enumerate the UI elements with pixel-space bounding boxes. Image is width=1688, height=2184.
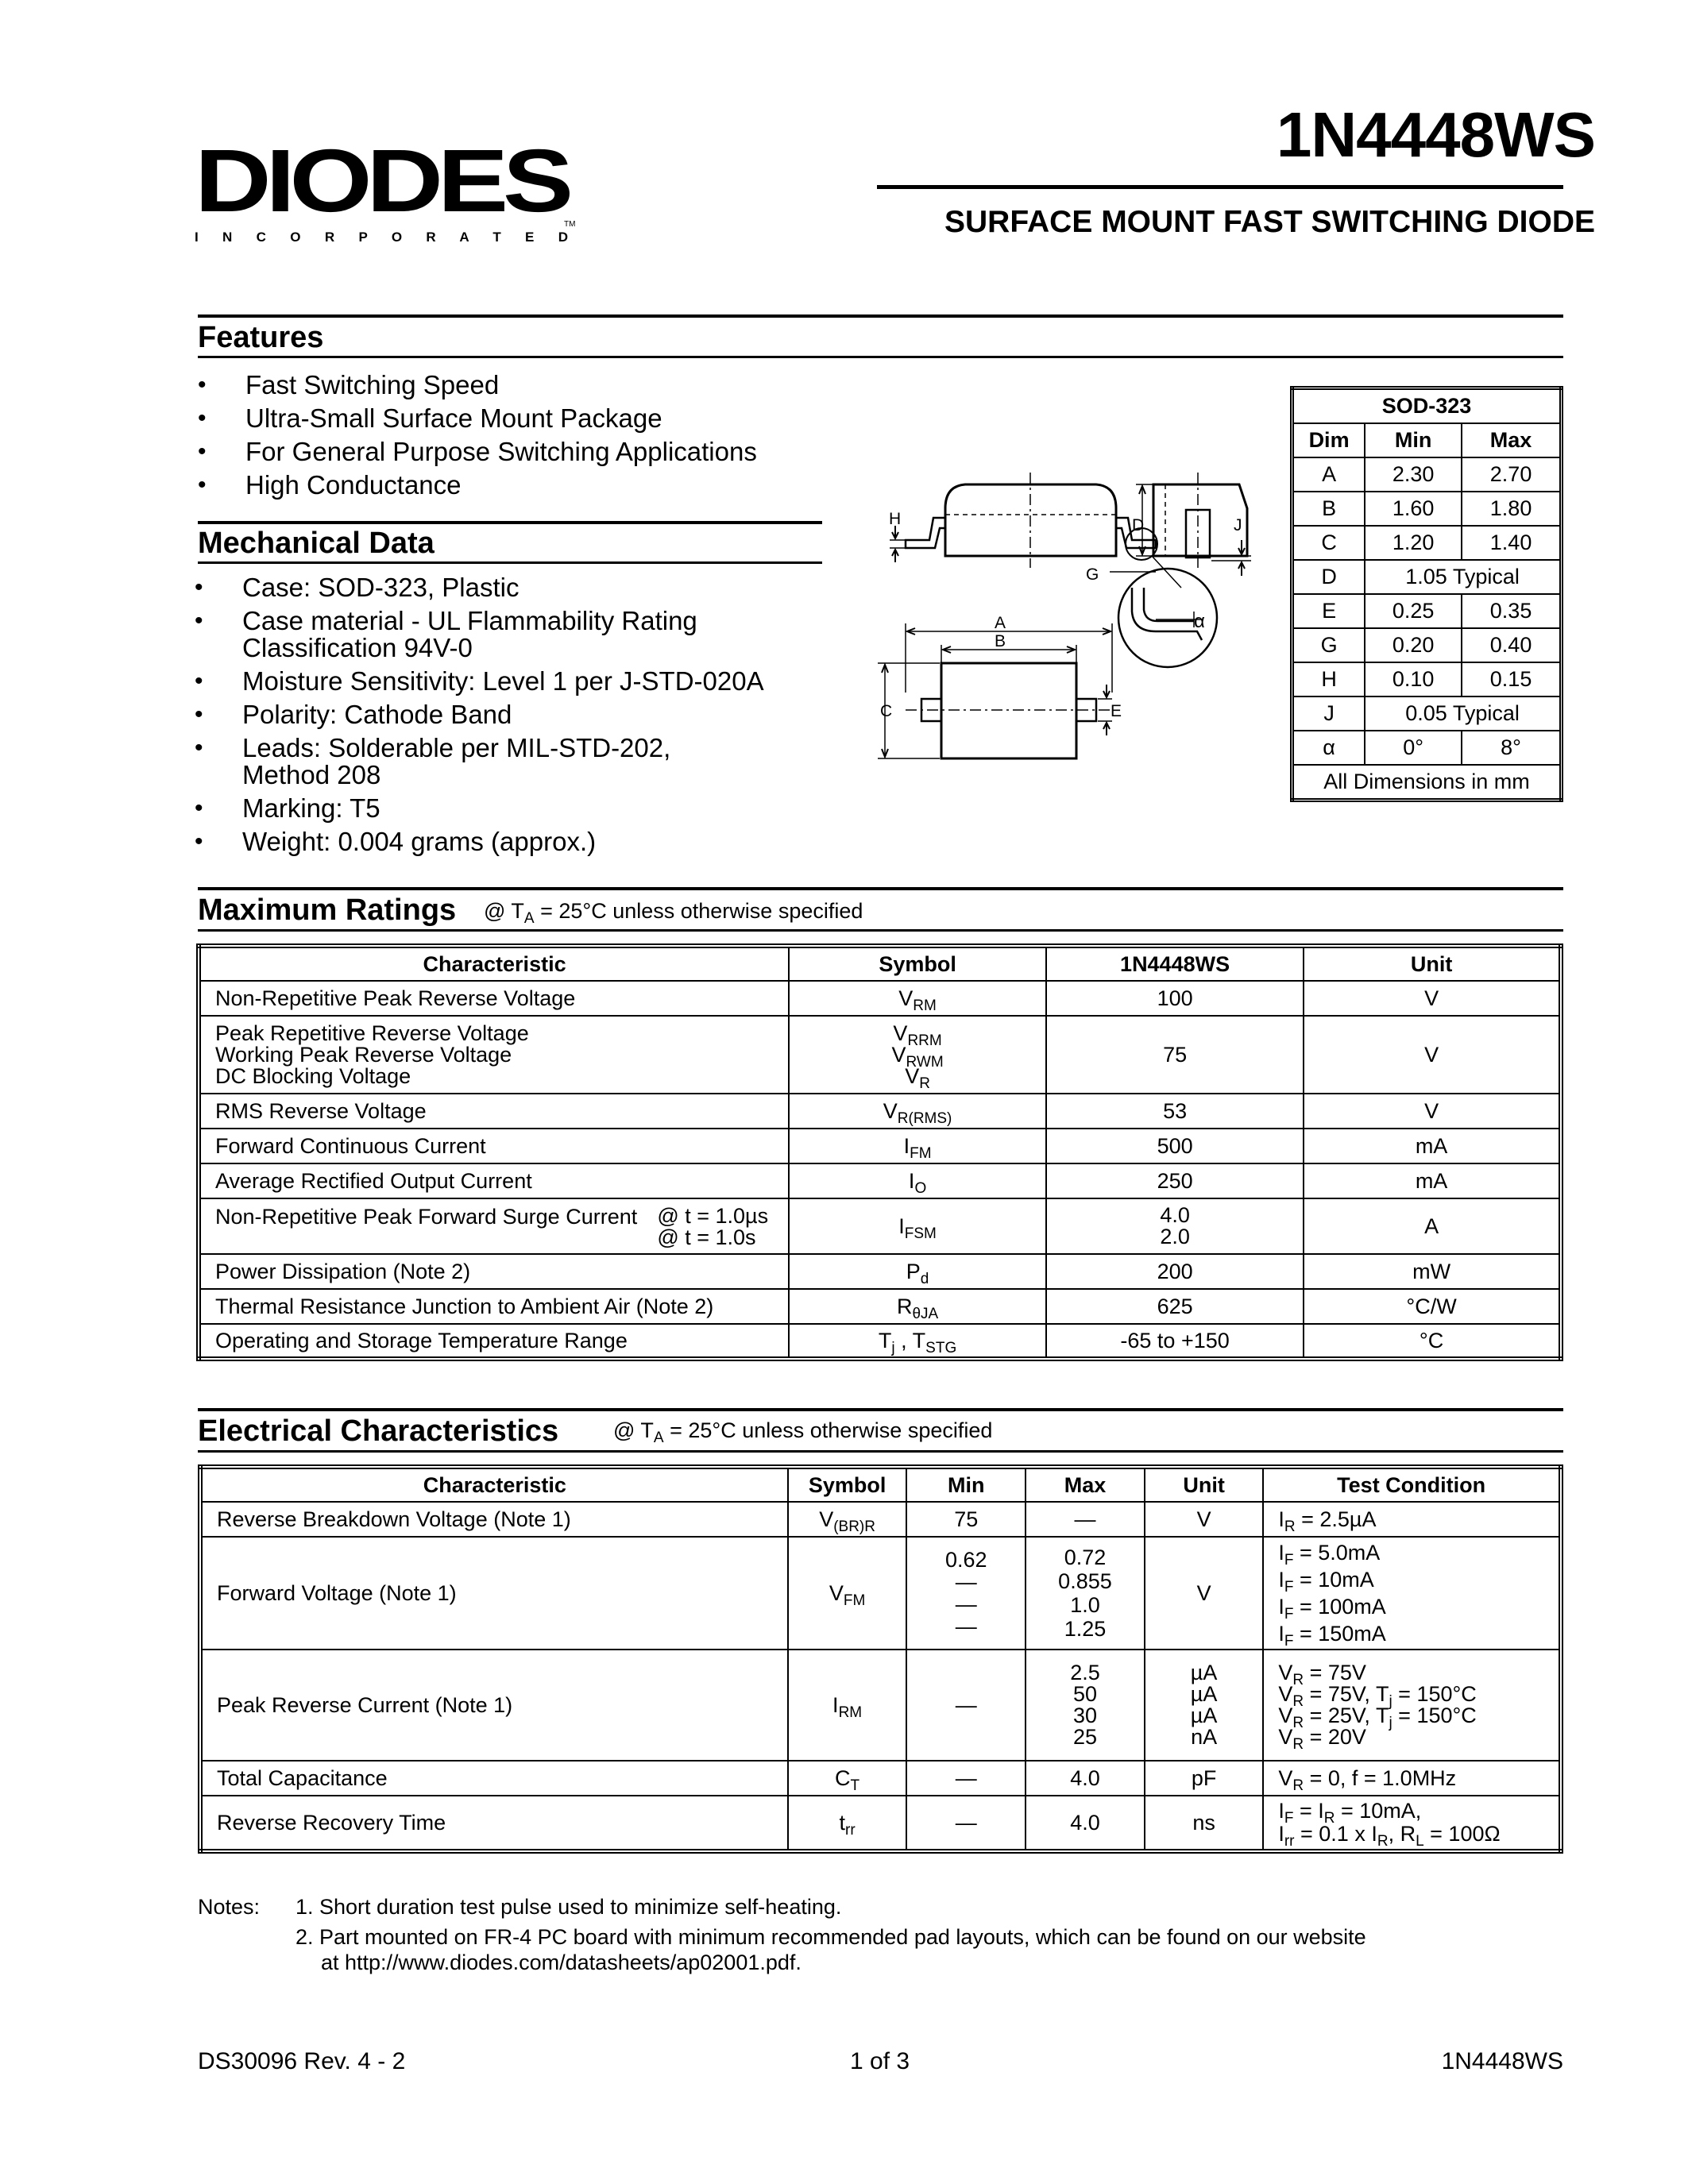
table-row: Forward Voltage (Note 1) $V_{FM}$ 0.62 — — — 0.72 0.855 1.0 1.25 V $I_F = 5.0mA$ $I_F = 10mA$ $I_F = 100mA$ $I_F = 150mA$: [200, 1537, 1561, 1650]
sod323-footer: All Dimensions in mm: [1292, 765, 1562, 801]
table-row: RMS Reverse Voltage $V_{R(RMS)}$ 53 V: [199, 1094, 1561, 1129]
ratings-top-rule: [198, 887, 1563, 890]
mechanical-item: • Marking: T5: [195, 795, 764, 822]
diodes-logo: [195, 141, 576, 253]
mechanical-item: • Weight: 0.004 grams (approx.): [195, 828, 764, 855]
dim-label-j: J: [1234, 516, 1242, 534]
logo-tm: TM: [564, 220, 576, 229]
sod323-dimension-table: [1290, 386, 1563, 802]
part-number-title: 1N4448WS: [1276, 99, 1595, 170]
side-view-left-lead: [906, 518, 945, 548]
logo-wordmark: DIODES: [195, 141, 570, 230]
table-row: Operating and Storage Temperature Range $T_j$ , $T_{STG}$ -65 to +150 °C: [199, 1324, 1561, 1359]
dim-label-e: E: [1111, 702, 1122, 720]
elec-header-symbol: Symbol: [788, 1467, 907, 1502]
ratings-header-symbol: Symbol: [789, 946, 1046, 981]
detail-lead-profile: [1132, 588, 1202, 640]
mechanical-item: • Case material - UL Flammability Rating Classification 94V-0: [195, 608, 764, 662]
table-row: D 1.05 Typical: [1292, 560, 1562, 594]
mechanical-item: • Leads: Solderable per MIL-STD-202, Method 208: [195, 735, 764, 789]
sod323-package-drawing: [870, 469, 1251, 786]
table-row: Reverse Recovery Time $t_{rr}$ — 4.0 ns $I_F = I_R = 10mA$, $I_{rr} = 0.1$ x $I_R$, $R_L = 100\Omega$: [200, 1796, 1561, 1851]
ratings-header-value: 1N4448WS: [1046, 946, 1304, 981]
detail-leader: [1152, 556, 1181, 588]
table-row: H 0.10 0.15: [1292, 662, 1562, 696]
ratings-header-characteristic: Characteristic: [199, 946, 789, 981]
dim-label-g: G: [1086, 565, 1099, 584]
mechanical-heading: Mechanical Data: [198, 527, 435, 560]
table-row: Total Capacitance $C_T$ — 4.0 pF $V_R = 0$, f = 1.0MHz: [200, 1761, 1561, 1796]
ratings-bottom-rule: [198, 929, 1563, 932]
dim-label-b: B: [995, 632, 1006, 650]
notes-list: [295, 1894, 1487, 1975]
table-row: Non-Repetitive Peak Forward Surge Current @ t = 1.0µs @ t = 1.0s $I_{FSM}$ 4.0 2.0 A: [199, 1198, 1561, 1254]
elec-condition: @ $T_A = 25^\circ C$ unless otherwise specified: [613, 1418, 993, 1446]
dim-label-a: A: [995, 614, 1006, 632]
max-ratings-heading: Maximum Ratings: [198, 893, 457, 927]
sod323-title: SOD-323: [1292, 388, 1562, 424]
table-row: α 0° 8°: [1292, 731, 1562, 765]
feature-item: • Fast Switching Speed: [198, 369, 757, 402]
sod323-header-min: Min: [1365, 423, 1462, 457]
dim-label-c: C: [880, 702, 893, 720]
mechanical-bottom-rule: [198, 561, 822, 564]
dim-label-h: H: [889, 510, 902, 528]
mechanical-item: • Polarity: Cathode Band: [195, 701, 764, 728]
table-row: A 2.30 2.70: [1292, 457, 1562, 492]
features-heading: Features: [198, 321, 324, 354]
table-row: C 1.20 1.40: [1292, 526, 1562, 560]
table-row: Power Dissipation (Note 2) $P_d$ 200 mW: [199, 1254, 1561, 1289]
table-row: B 1.60 1.80: [1292, 492, 1562, 526]
footer-doc-number: DS30096 Rev. 4 - 2: [198, 2048, 406, 2074]
elec-header-max: Max: [1026, 1467, 1145, 1502]
dim-label-alpha: α: [1194, 611, 1205, 632]
table-row: Reverse Breakdown Voltage (Note 1) $V_{(BR)R}$ 75 — V $I_R = 2.5\mu A$: [200, 1502, 1561, 1537]
logo-incorporated: I N C O R P O R A T E D: [195, 230, 568, 245]
diodes-logo-graphic: [195, 141, 576, 253]
elec-header-unit: Unit: [1145, 1467, 1264, 1502]
elec-bottom-rule: [198, 1450, 1563, 1453]
electrical-characteristics-table: [198, 1464, 1563, 1854]
ratings-header-unit: Unit: [1304, 946, 1561, 981]
footer-page-number: 1 of 3: [850, 2048, 910, 2074]
table-row: E 0.25 0.35: [1292, 594, 1562, 628]
mechanical-item: • Case: SOD-323, Plastic: [195, 574, 764, 601]
footer-part-number: 1N4448WS: [1441, 2048, 1563, 2074]
max-ratings-table: [196, 943, 1563, 1361]
table-row: Thermal Resistance Junction to Ambient Air (Note 2) $R_{\theta JA}$ 625 °C/W: [199, 1289, 1561, 1324]
features-top-rule: [198, 314, 1563, 318]
elec-top-rule: [198, 1408, 1563, 1411]
top-view-body: [941, 663, 1076, 758]
notes-label: Notes:: [198, 1895, 261, 1919]
table-row: J 0.05 Typical: [1292, 696, 1562, 731]
feature-item: • High Conductance: [198, 469, 757, 502]
features-list: [198, 369, 757, 502]
mechanical-top-rule: [198, 521, 822, 524]
table-row: G 0.20 0.40: [1292, 628, 1562, 662]
table-row: Average Rectified Output Current $I_O$ 250 mA: [199, 1163, 1561, 1198]
table-row: Peak Repetitive Reverse Voltage Working Peak Reverse Voltage DC Blocking Voltage $V_{RRM}$ $V_{RWM}$ $V_R$ 75 V: [199, 1016, 1561, 1094]
note-item: 1. Short duration test pulse used to minimize self-heating.: [295, 1895, 842, 1919]
elec-header-characteristic: Characteristic: [200, 1467, 788, 1502]
table-row: Peak Reverse Current (Note 1) $I_{RM}$ — 2.5 50 30 25 µA µA µA nA $V_R = 75V$ $V_R = 75V$, $T_j = 150^\circ C$ $V_R = 25V$, $T_j = 150^\circ C$ $V_R = 20V$: [200, 1650, 1561, 1761]
mechanical-list: [195, 574, 764, 862]
elec-heading: Electrical Characteristics: [198, 1414, 559, 1448]
table-row: Non-Repetitive Peak Reverse Voltage $V_{RM}$ 100 V: [199, 981, 1561, 1016]
max-ratings-condition: @ $T_A = 25^\circ C$ unless otherwise specified: [484, 899, 863, 927]
elec-header-test-condition: Test Condition: [1263, 1467, 1561, 1502]
feature-item: • Ultra-Small Surface Mount Package: [198, 402, 757, 435]
note-item: 2. Part mounted on FR-4 PC board with minimum recommended pad layouts, which can be found on our website: [295, 1925, 1366, 1949]
elec-header-min: Min: [906, 1467, 1026, 1502]
header-rule: [877, 185, 1563, 189]
page-subtitle: SURFACE MOUNT FAST SWITCHING DIODE: [944, 205, 1595, 239]
mechanical-item: • Moisture Sensitivity: Level 1 per J-STD-020A: [195, 668, 764, 695]
sod323-header-max: Max: [1462, 423, 1561, 457]
dim-label-d: D: [1132, 516, 1145, 534]
note-continuation: at http://www.diodes.com/datasheets/ap02001.pdf.: [321, 1951, 802, 1974]
features-bottom-rule: [198, 356, 1563, 358]
sod323-header-dim: Dim: [1292, 423, 1365, 457]
table-row: Forward Continuous Current $I_{FM}$ 500 mA: [199, 1129, 1561, 1163]
feature-item: • For General Purpose Switching Applications: [198, 435, 757, 469]
